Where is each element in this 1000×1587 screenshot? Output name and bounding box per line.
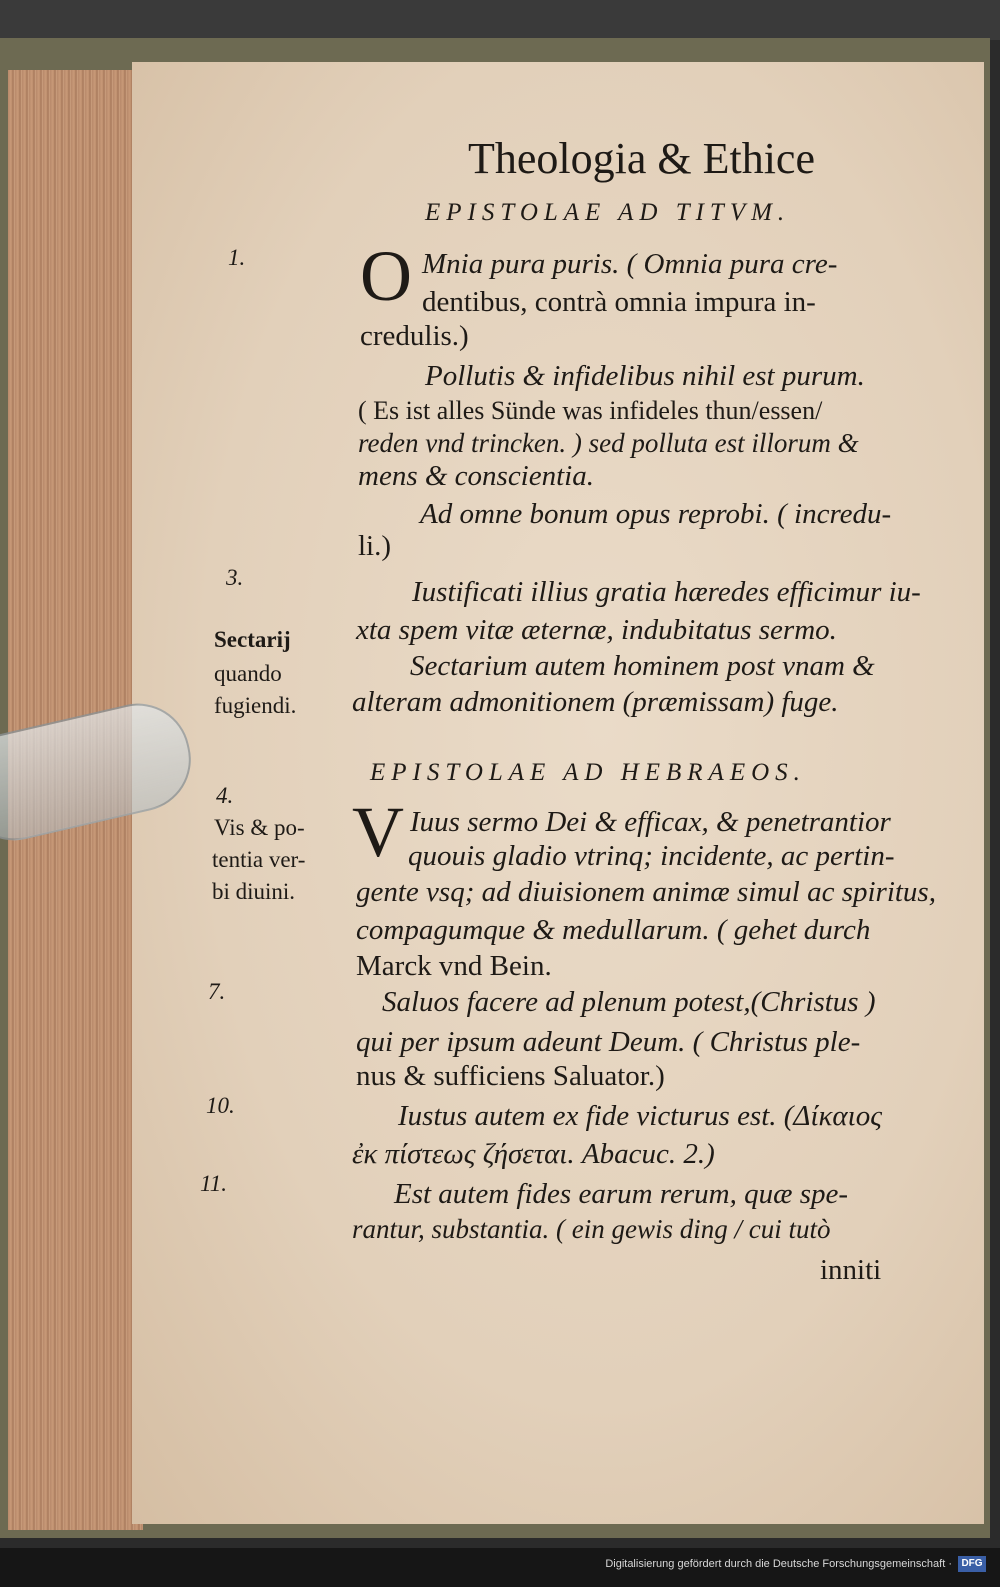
hebrews-line-10: ἐκ πίστεως ζήσεται. Abacuc. 2.) bbox=[352, 1138, 715, 1170]
hebrews-line-7: qui per ipsum adeunt Deum. ( Christus ple- bbox=[356, 1026, 861, 1058]
titus-line-9: li.) bbox=[358, 530, 392, 562]
drop-cap-hebrews: V bbox=[352, 792, 404, 872]
section-title-titus: EPISTOLAE AD TITVM. bbox=[425, 199, 791, 226]
hebrews-line-2: quouis gladio vtrinq; incidente, ac pertin- bbox=[408, 840, 895, 872]
footer-credit: Digitalisierung gefördert durch die Deutsche Forschungsgemeinschaft · bbox=[605, 1558, 952, 1570]
titus-line-8: Ad omne bonum opus reprobi. ( incredu- bbox=[420, 498, 892, 530]
margin-verse-4: 4. bbox=[216, 783, 234, 808]
margin-verse-3: 3. bbox=[226, 565, 244, 590]
running-head: Theologia & Ethice bbox=[468, 134, 815, 183]
hebrews-line-12: rantur, substantia. ( ein gewis ding / cui tutò bbox=[352, 1214, 831, 1244]
margin-verse-11: 11. bbox=[200, 1171, 228, 1196]
page-paper bbox=[132, 62, 984, 1524]
scanner-backdrop bbox=[0, 0, 1000, 40]
titus-line-5: ( Es ist alles Sünde was infideles thun/essen/ bbox=[358, 396, 823, 425]
dfg-logo: DFG bbox=[958, 1556, 986, 1572]
hebrews-line-8: nus & sufficiens Saluator.) bbox=[356, 1060, 665, 1092]
margin-verse-7: 7. bbox=[208, 979, 226, 1004]
titus-line-11: xta spem vitæ æternæ, indubitatus sermo. bbox=[356, 614, 837, 646]
titus-line-3: credulis.) bbox=[360, 320, 469, 352]
titus-line-2: dentibus, contrà omnia impura in- bbox=[422, 286, 816, 318]
margin-note-potentia: tentia ver- bbox=[212, 847, 306, 872]
hebrews-line-11: Est autem fides earum rerum, quæ spe- bbox=[394, 1178, 849, 1210]
hebrews-line-6: Saluos facere ad plenum potest,(Christus ) bbox=[382, 986, 876, 1018]
hebrews-line-3: gente vsq; ad diuisionem animæ simul ac spiritus, bbox=[356, 876, 936, 908]
margin-note-fugiendi: fugiendi. bbox=[214, 693, 297, 718]
margin-verse-1: 1. bbox=[228, 245, 246, 270]
hebrews-line-5: Marck vnd Bein. bbox=[356, 950, 552, 982]
margin-note-vis: Vis & po- bbox=[214, 815, 305, 840]
section-title-hebrews: EPISTOLAE AD HEBRAEOS. bbox=[370, 759, 806, 786]
hebrews-line-4: compagumque & medullarum. ( gehet durch bbox=[356, 914, 871, 946]
titus-line-13: alteram admonitionem (præmissam) fuge. bbox=[352, 686, 839, 718]
titus-line-6: reden vnd trincken. ) sed polluta est illorum & bbox=[358, 428, 859, 458]
margin-note-sectarii: Sectarij bbox=[214, 627, 291, 652]
margin-note-diuini: bi diuini. bbox=[212, 879, 296, 904]
titus-line-12: Sectarium autem hominem post vnam & bbox=[410, 650, 875, 682]
drop-cap-titus: O bbox=[360, 236, 412, 316]
margin-verse-10: 10. bbox=[206, 1093, 235, 1118]
hebrews-line-1: Iuus sermo Dei & efficax, & penetrantior bbox=[410, 806, 891, 838]
margin-note-quando: quando bbox=[214, 661, 282, 686]
titus-line-4: Pollutis & infidelibus nihil est purum. bbox=[425, 360, 865, 392]
titus-line-1: Mnia pura puris. ( Omnia pura cre- bbox=[422, 248, 838, 280]
catchword: inniti bbox=[820, 1254, 882, 1286]
hebrews-line-9: Iustus autem ex fide victurus est. (Δίκαιος bbox=[398, 1100, 882, 1132]
titus-line-7: mens & conscientia. bbox=[358, 460, 594, 492]
titus-line-10: Iustificati illius gratia hæredes efficimur iu- bbox=[412, 576, 921, 608]
